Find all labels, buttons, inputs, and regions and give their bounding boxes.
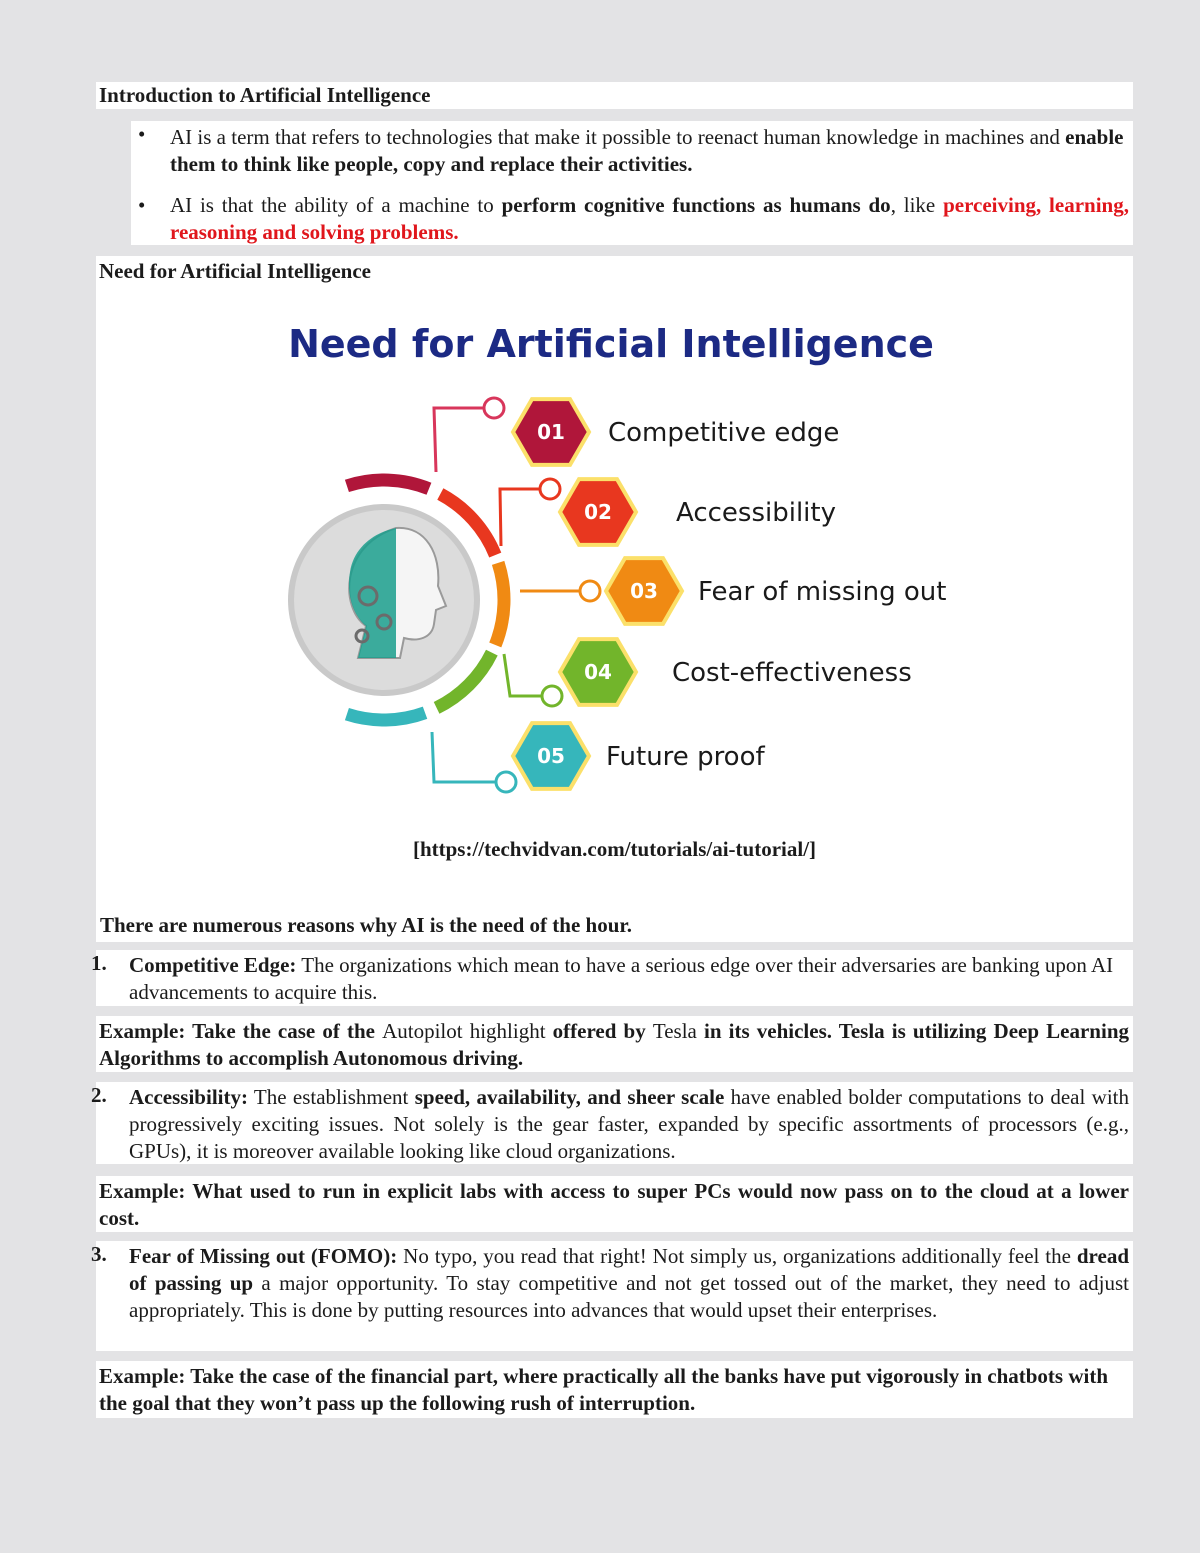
connector-dot	[580, 581, 600, 601]
example-1-bold-c: in its vehicles. Tesla is utilizing Deep Learning Algorithms to accomplish Autonomous driving.	[99, 1019, 1129, 1070]
arc-segment	[347, 480, 429, 489]
reason-list-2	[91, 1082, 1133, 1165]
bullet-2-bold: perform cognitive functions as humans do	[501, 193, 891, 217]
bullet-1-text: AI is a term that refers to technologies that make it possible to reenact human knowledge in machines and	[170, 125, 1066, 149]
reason-item-1	[91, 950, 1133, 1006]
connector-dot	[484, 398, 504, 418]
connector-line	[434, 408, 484, 472]
reason-bold: dread of passing up	[129, 1244, 1129, 1295]
reason-3-block	[91, 1241, 1133, 1351]
figure-source-link[interactable]: [https://techvidvan.com/tutorials/ai-tutorial/]	[412, 837, 817, 861]
need-item-1	[434, 398, 839, 472]
need-section	[96, 256, 1133, 942]
bullet-icon: •	[138, 122, 146, 146]
reason-item-3	[91, 1241, 1133, 1324]
bullet-2-text-b: , like	[890, 193, 944, 217]
arc-segment	[347, 713, 425, 720]
example-1-text-b: Tesla	[652, 1019, 704, 1043]
connector-dot	[540, 479, 560, 499]
bullet-1-bold: enable them to think like people, copy and replace their activities.	[170, 125, 1124, 176]
example-2-bold: Example: What used to run in explicit labs with access to super PCs would now pass on to the cloud at a lower cost.	[99, 1179, 1129, 1230]
arc-segment	[495, 563, 504, 645]
item-number: 01	[537, 420, 565, 444]
example-3-bold: Example: Take the case of the financial part, where practically all the banks have put vigorously in chatbots with the goal that they won’t pass up the following rush of interruption.	[99, 1364, 1109, 1415]
need-heading: Need for Artificial Intelligence	[99, 259, 371, 283]
bullet-2-red: perceiving, learning, reasoning and solving problems.	[170, 193, 1129, 244]
reason-title: Competitive Edge:	[129, 953, 297, 977]
need-figure	[96, 296, 1133, 856]
figure-title: Need for Artificial Intelligence	[288, 322, 934, 366]
reason-1-block	[91, 950, 1133, 1006]
need-item-5	[432, 723, 766, 792]
bullet-2-text: AI is that the ability of a machine to	[170, 193, 502, 217]
reason-text: No typo, you read that right! Not simply us, organizations additionally feel the	[397, 1244, 1077, 1268]
intro-bullet-2	[96, 192, 1133, 246]
reason-number: 3.	[91, 1242, 107, 1266]
reason-text-b: a major opportunity. To stay competitive and not get tossed out of the market, they need to adjust appropriately. This is done by putting resources into advances that would upset their enterprises.	[129, 1271, 1129, 1322]
need-item-3	[520, 558, 946, 624]
reason-title: Fear of Missing out (FOMO):	[129, 1244, 398, 1268]
reason-bold: speed, availability, and sheer scale	[414, 1085, 725, 1109]
connector-line	[504, 654, 542, 696]
intro-heading-block	[96, 82, 1133, 109]
example-3-block	[96, 1361, 1133, 1418]
item-label: Future proof	[606, 742, 765, 772]
item-label: Accessibility	[676, 498, 836, 528]
intro-bullet-list	[96, 121, 1133, 246]
intro-bullets-block	[131, 121, 1133, 245]
connector-line	[500, 489, 540, 546]
example-2-block	[96, 1176, 1133, 1232]
need-item-2	[500, 479, 836, 546]
reason-item-2	[91, 1082, 1133, 1165]
example-1-bold-a: Example: Take the case of the	[99, 1019, 383, 1043]
item-label: Fear of missing out	[698, 577, 947, 607]
item-number: 05	[537, 744, 565, 768]
reason-number: 1.	[91, 951, 107, 975]
item-number: 03	[630, 579, 658, 603]
intro-bullet-1	[96, 121, 1133, 178]
reason-list-3	[91, 1241, 1133, 1324]
reason-number: 2.	[91, 1083, 107, 1107]
ai-head-icon	[288, 504, 480, 696]
item-number: 04	[584, 660, 612, 684]
bullet-icon: •	[138, 193, 146, 217]
reason-text: The establishment	[247, 1085, 415, 1109]
intro-heading: Introduction to Artificial Intelligence	[99, 83, 431, 107]
reason-2-block	[91, 1082, 1133, 1164]
item-number: 02	[584, 500, 612, 524]
reason-title: Accessibility:	[129, 1085, 248, 1109]
example-1-text-a: Autopilot highlight	[382, 1019, 553, 1043]
example-1-bold-b: offered by	[552, 1019, 653, 1043]
connector-dot	[542, 686, 562, 706]
reason-text-b: have enabled bolder computations to deal with progressively exciting issues. Not solely is the gear faster, expanded by specific assortments of processors (e.g., GPUs), it is moreover available looking like cloud organizations.	[129, 1085, 1129, 1163]
reason-text: The organizations which mean to have a serious edge over their adversaries are banking upon AI advancements to acquire this.	[129, 953, 1114, 1004]
example-1-block	[96, 1016, 1133, 1072]
reason-list-1	[91, 950, 1133, 1006]
connector-dot	[496, 772, 516, 792]
connector-line	[432, 732, 496, 782]
need-item-4	[504, 639, 912, 706]
reasons-intro: There are numerous reasons why AI is the need of the hour.	[100, 913, 633, 937]
item-label: Cost-effectiveness	[672, 658, 912, 688]
item-label: Competitive edge	[608, 418, 840, 448]
